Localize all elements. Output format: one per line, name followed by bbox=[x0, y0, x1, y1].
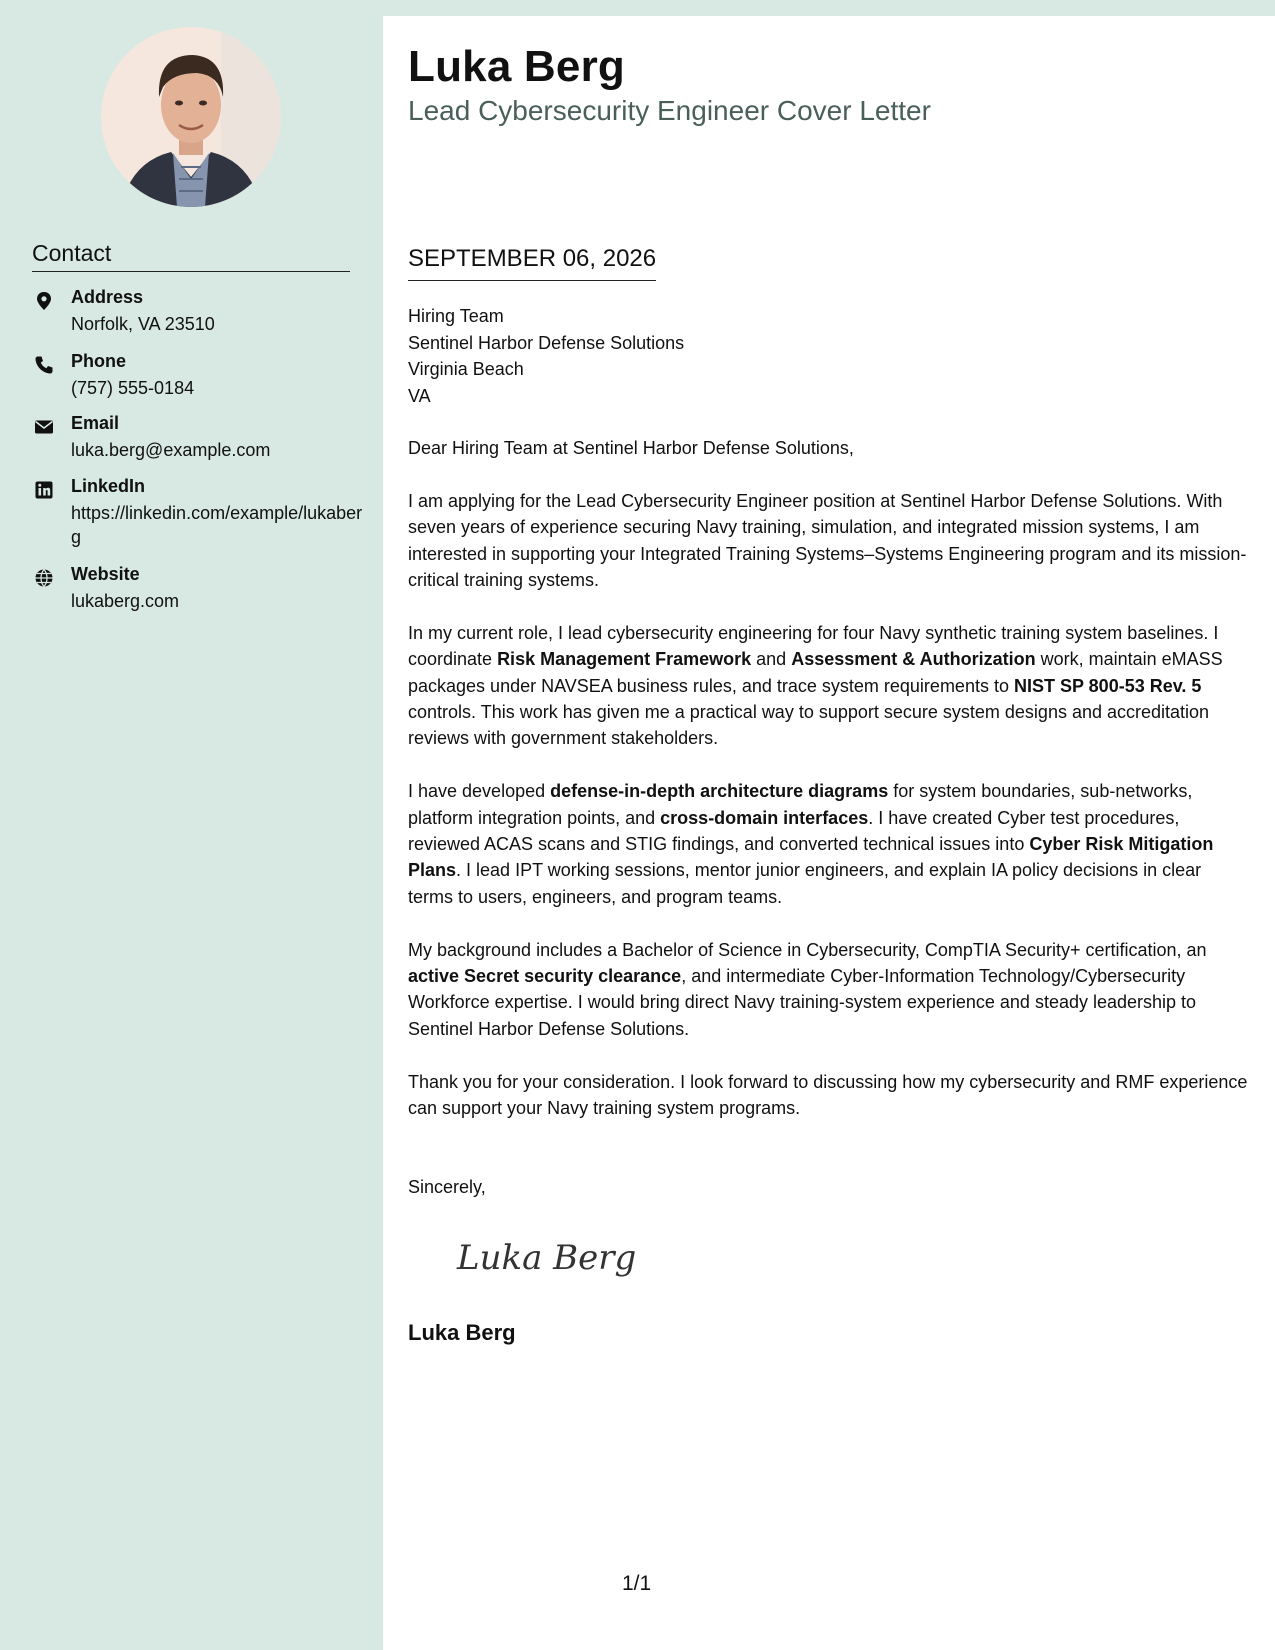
paragraph-text: . I lead IPT working sessions, mentor junior engineers, and explain IA policy decisions in clear terms to users, engineers, and program teams. bbox=[408, 860, 1202, 907]
contact-value: Norfolk, VA 23510 bbox=[71, 314, 215, 334]
profile-photo bbox=[101, 27, 281, 207]
page-number: 1/1 bbox=[622, 1572, 652, 1595]
paragraph-text: work, maintain eMASS packages under NAVSEA business rules, and trace system requirements to bbox=[408, 649, 1223, 696]
letter-paragraph bbox=[408, 1069, 1248, 1122]
recipient-block bbox=[408, 303, 684, 409]
document-subtitle: Lead Cybersecurity Engineer Cover Letter bbox=[408, 95, 931, 126]
emphasis-text: Cyber Risk Mitigation Plans bbox=[408, 834, 1214, 881]
emphasis-text: active Secret security clearance bbox=[408, 966, 682, 987]
letter-paragraphs bbox=[408, 488, 1248, 1122]
emphasis-text: NIST SP 800-53 Rev. 5 bbox=[1013, 675, 1202, 696]
emphasis-text: defense-in-depth architecture diagrams bbox=[550, 781, 889, 802]
contact-label: Address bbox=[71, 287, 144, 307]
top-strip bbox=[383, 0, 1275, 16]
envelope-icon bbox=[34, 417, 54, 437]
contact-label: Website bbox=[71, 564, 140, 584]
paragraph-text: In my current role, I lead cybersecurity engineering for four Navy synthetic training system baselines. I coordinate bbox=[408, 622, 1219, 670]
contact-label: LinkedIn bbox=[71, 476, 146, 496]
applicant-name: Luka Berg bbox=[408, 42, 625, 91]
contact-value: luka.berg@example.com bbox=[71, 440, 271, 460]
paragraph-text: My background includes a Bachelor of Science in Cybersecurity, CompTIA Security+ certification, an bbox=[408, 939, 1207, 960]
salutation: Dear Hiring Team at Sentinel Harbor Defense Solutions, bbox=[408, 438, 854, 458]
letter-body bbox=[408, 435, 1248, 1148]
recipient-line: VA bbox=[408, 385, 431, 406]
emphasis-text: cross-domain interfaces bbox=[660, 807, 869, 828]
contact-heading: Contact bbox=[32, 240, 350, 272]
recipient-line: Hiring Team bbox=[408, 306, 504, 326]
letter-paragraph bbox=[408, 620, 1248, 752]
closing: Sincerely, bbox=[408, 1177, 486, 1197]
paragraph-text: . I have created Cyber test procedures, reviewed ACAS scans and STIG findings, and converted technical issues into bbox=[408, 807, 1180, 855]
recipient-line: Sentinel Harbor Defense Solutions bbox=[408, 332, 685, 353]
emphasis-text: Assessment & Authorization bbox=[791, 649, 1036, 670]
recipient-line: Virginia Beach bbox=[408, 359, 524, 379]
signature-image bbox=[455, 1225, 635, 1285]
contact-value[interactable]: lukaberg.com bbox=[71, 591, 180, 611]
paragraph-text: Thank you for your consideration. I look forward to discussing how my cybersecurity and RMF experience can support your Navy training system programs. bbox=[408, 1071, 1248, 1119]
contact-label: Email bbox=[71, 413, 120, 433]
signature-text: Luka Berg bbox=[457, 1238, 635, 1278]
linkedin-icon bbox=[34, 480, 54, 500]
paragraph-text: and bbox=[751, 649, 792, 670]
paragraph-text: I am applying for the Lead Cybersecurity Engineer position at Sentinel Harbor Defense Solutions. With seven years of experience securing Navy training, simulation, and integrated mission systems, I am interested in supporting your Integrated Training Systems–Systems Engineering program and its mission-critical training systems. bbox=[408, 490, 1247, 591]
contact-value[interactable]: https://linkedin.com/example/lukaberg bbox=[71, 503, 363, 547]
letter-date: SEPTEMBER 06, 2026 bbox=[408, 245, 656, 281]
map-pin-icon bbox=[34, 291, 54, 311]
signed-name: Luka Berg bbox=[408, 1320, 516, 1345]
globe-icon bbox=[34, 568, 54, 588]
letter-paragraph bbox=[408, 778, 1248, 910]
paragraph-text: controls. This work has given me a practical way to support secure system designs and accreditation reviews with government stakeholders. bbox=[408, 702, 1210, 749]
paragraph-text: for system boundaries, sub-networks, platform integration points, and bbox=[408, 781, 1193, 828]
letter-paragraph bbox=[408, 488, 1248, 594]
paragraph-text: , and intermediate Cyber-Information Technology/Cybersecurity Workforce expertise. I would bring direct Navy training-system experience and steady leadership to Sentinel Harbor Defense Solutions. bbox=[408, 966, 1197, 1039]
emphasis-text: Risk Management Framework bbox=[497, 649, 752, 670]
letter-paragraph bbox=[408, 937, 1248, 1043]
paragraph-text: I have developed bbox=[408, 781, 551, 802]
contact-label: Phone bbox=[71, 351, 127, 371]
phone-icon bbox=[34, 355, 54, 375]
contact-value: (757) 555-0184 bbox=[71, 378, 195, 398]
